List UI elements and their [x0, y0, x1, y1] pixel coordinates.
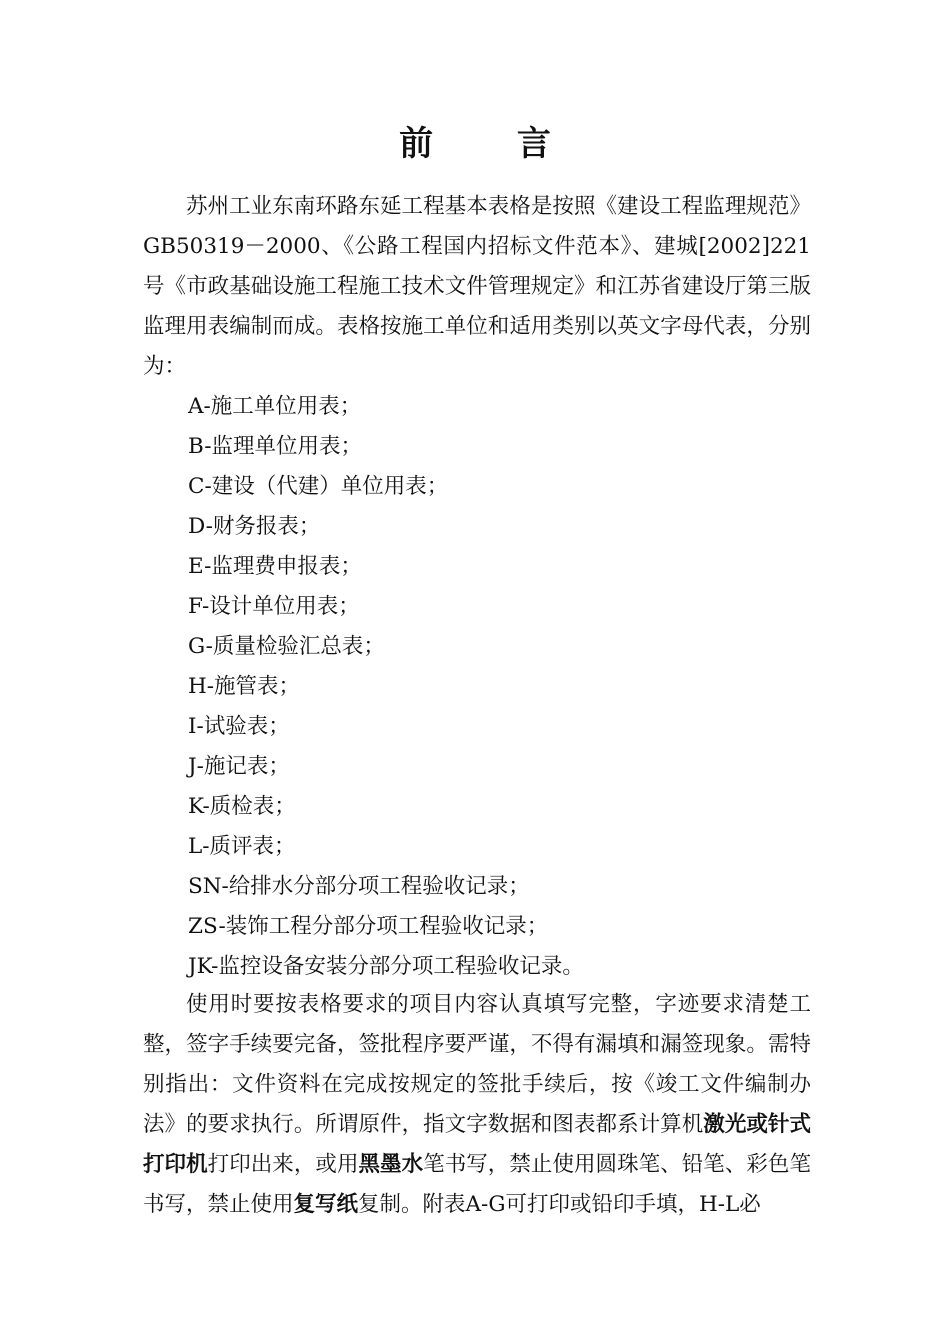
list-item: SN-给排水分部分项工程验收记录； [188, 874, 530, 899]
list-item: F-设计单位用表； [188, 594, 360, 619]
emphasis-carbon-paper: 复写纸 [293, 1192, 359, 1217]
list-item: K-质检表； [188, 794, 296, 819]
list-item: I-试验表； [188, 714, 290, 739]
emphasis-ink: 黑墨水 [358, 1152, 424, 1177]
list-item: JK-监控设备安装分部分项工程验收记录。 [188, 954, 584, 979]
emphasis-printer: 激光或针式打印机 [143, 1112, 811, 1177]
list-item: E-监理费申报表； [188, 554, 362, 579]
list-item: C-建设（代建）单位用表； [188, 474, 449, 499]
list-item: G-质量检验汇总表； [188, 634, 385, 659]
page-title: 前 言 [399, 124, 587, 164]
list-item: ZS-装饰工程分部分项工程验收记录； [188, 914, 549, 939]
list-item: B-监理单位用表； [188, 434, 362, 459]
usage-text: 笔书写，禁止使用圆珠笔、铅笔、彩色笔书写，禁止使用 [143, 1152, 811, 1217]
usage-text: 打印出来，或用 [207, 1152, 359, 1177]
usage-text: 使用时要按表格要求的项目内容认真填写完整，字迹要求清楚工整，签字手续要完备，签批程序要严谨，不得有漏填和漏签现象。需特别指出：文件资料在完成按规定的签批手续后，按《竣工文件编制办法》的要求执行。所谓原件，指文字数据和图表都系计算机 [143, 992, 811, 1137]
usage-text: 复制。附表A-G可打印或铅印手填，H-L必 [358, 1192, 761, 1217]
list-item: D-财务报表； [188, 514, 321, 539]
list-item: H-施管表； [188, 674, 301, 699]
list-item: L-质评表； [188, 834, 296, 859]
intro-paragraph: 苏州工业东南环路东延工程基本表格是按照《建设工程监理规范》GB50319－2000、《公路工程国内招标文件范本》、建城[2002]221号《市政基础设施工程施工技术文件管理规定》和江苏省建设厅第三版监理用表编制而成。表格按施工单位和适用类别以英文字母代表，分别为： [143, 194, 811, 379]
usage-paragraph [143, 985, 811, 1225]
category-list [188, 387, 584, 987]
list-item: J-施记表； [188, 754, 290, 779]
list-item: A-施工单位用表； [188, 394, 362, 419]
